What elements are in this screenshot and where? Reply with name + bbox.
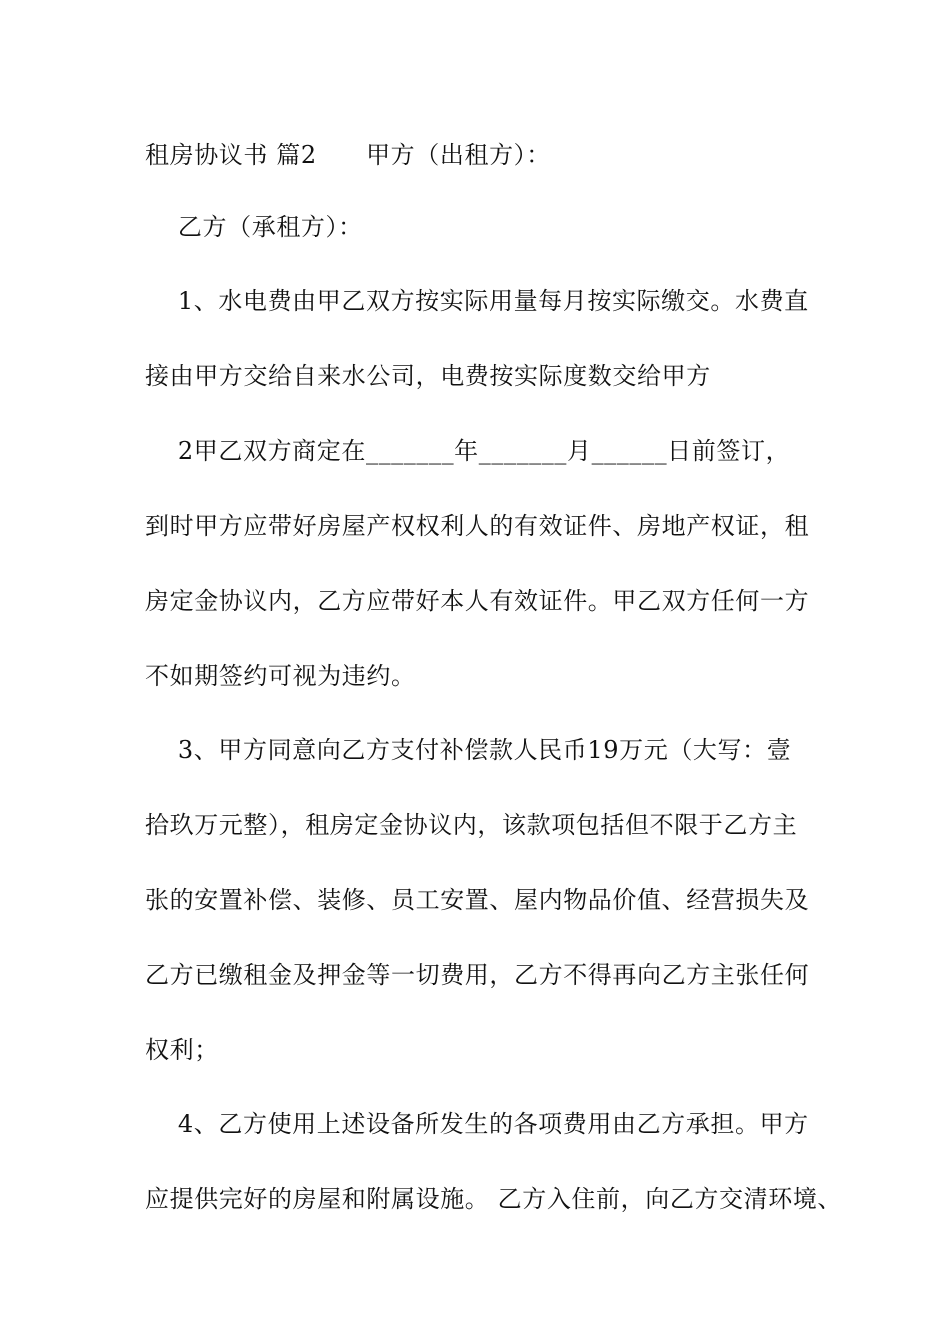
paragraph-line: 1、水电费由甲乙双方按实际用量每月按实际缴交。水费直 <box>145 287 809 315</box>
paragraph-line: 房定金协议内，乙方应带好本人有效证件。甲乙双方任何一方 <box>145 587 810 615</box>
paragraph-line: 2甲乙双方商定在_______年_______月______日前签订， <box>145 437 791 465</box>
paragraph-line: 不如期签约可视为违约。 <box>145 662 416 690</box>
paragraph-line: 张的安置补偿、装修、员工安置、屋内物品价值、经营损失及 <box>145 886 810 914</box>
paragraph-line: 拾玖万元整），租房定金协议内，该款项包括但不限于乙方主 <box>145 811 798 839</box>
paragraph-line: 乙方已缴租金及押金等一切费用，乙方不得再向乙方主张任何 <box>145 961 810 989</box>
party-b-line: 乙方（承租方）： <box>145 213 363 241</box>
paragraph-line: 3、甲方同意向乙方支付补偿款人民币19万元（大写：壹 <box>145 736 792 764</box>
paragraph-line: 到时甲方应带好房屋产权权利人的有效证件、房地产权证，租 <box>145 512 810 540</box>
paragraph-line: 应提供完好的房屋和附属设施。 乙方入住前，向乙方交清环境、 <box>145 1185 843 1213</box>
doc-title-line: 租房协议书 篇2 甲方（出租方）： <box>145 141 551 169</box>
paragraph-line: 4、乙方使用上述设备所发生的各项费用由乙方承担。甲方 <box>145 1110 809 1138</box>
paragraph-line: 权利； <box>145 1036 219 1064</box>
paragraph-line: 接由甲方交给自来水公司，电费按实际度数交给甲方 <box>145 362 711 390</box>
